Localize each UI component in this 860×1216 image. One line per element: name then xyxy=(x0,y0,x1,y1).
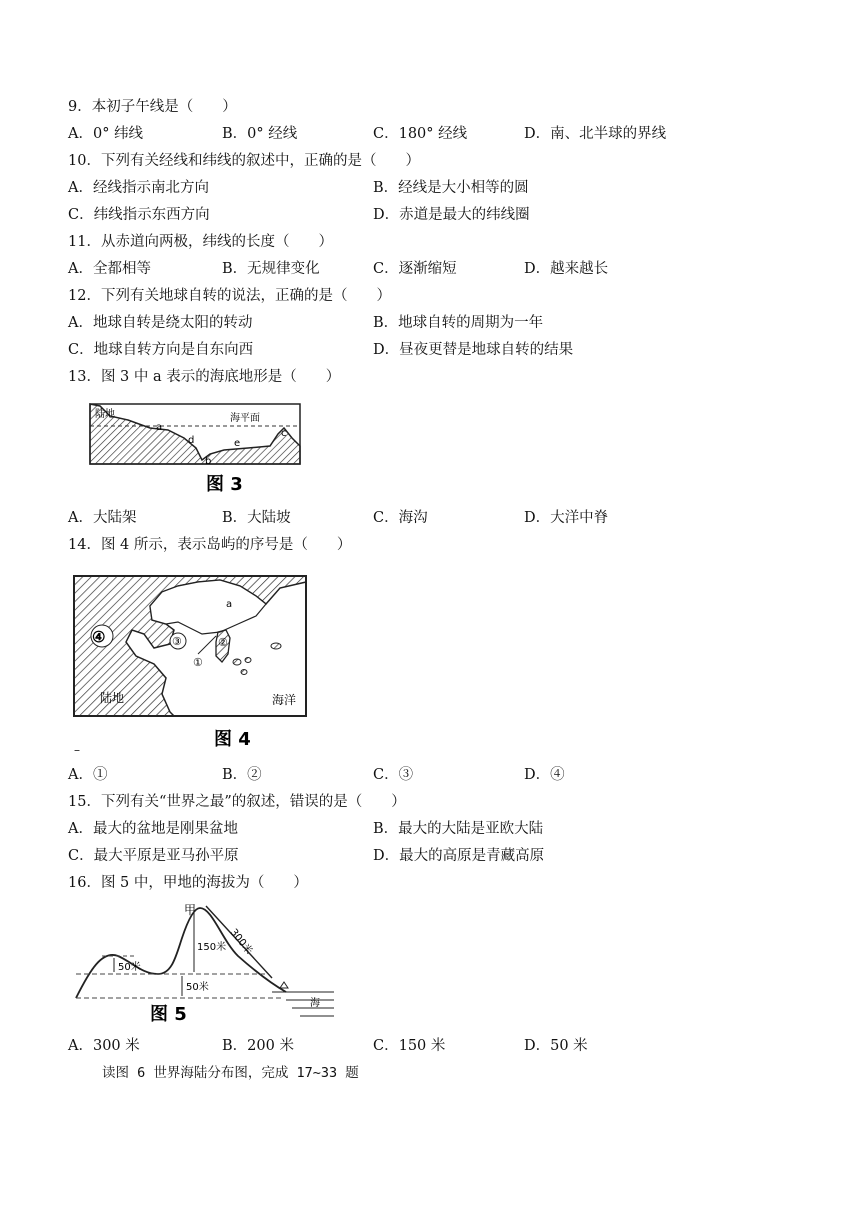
fig4-caption: 图 4 xyxy=(214,729,251,750)
fig3-label-e: e xyxy=(234,438,241,449)
q11-option-b: B．无规律变化 xyxy=(222,261,320,277)
fig4-mark-3: ③ xyxy=(172,635,182,648)
q14-option-c: C．③ xyxy=(373,767,414,783)
q14-option-a: A．① xyxy=(68,767,108,783)
reading-instruction: 读图 6 世界海陆分布图，完成 17~33 题 xyxy=(102,1065,359,1081)
fig4-ocean-label: 海洋 xyxy=(272,693,297,707)
question-16-stem: 16．图 5 中，甲地的海拔为（ ） xyxy=(68,875,308,891)
question-12-stem: 12．下列有关地球自转的说法，正确的是（ ） xyxy=(68,288,391,304)
q9-option-c: C．180° 经线 xyxy=(373,126,468,142)
fig5-height-150: 150米 xyxy=(197,942,227,953)
q10-option-c: C．纬线指示东西方向 xyxy=(68,207,210,223)
fig3-label-d: d xyxy=(188,435,195,446)
figure-4-island-map xyxy=(70,572,320,752)
q13-option-c: C．海沟 xyxy=(373,510,428,526)
q12-option-a: A．地球自转是绕太阳的转动 xyxy=(68,315,253,331)
q15-option-b: B．最大的大陆是亚欧大陆 xyxy=(373,821,544,837)
fig5-sea-label: 海 xyxy=(310,998,320,1009)
q12-option-d: D．昼夜更替是地球自转的结果 xyxy=(373,342,574,358)
fig4-mark-2: ② xyxy=(218,636,228,649)
q13-option-a: A．大陆架 xyxy=(68,510,137,526)
q10-option-a: A．经线指示南北方向 xyxy=(68,180,209,196)
fig5-slope-length: 300米 xyxy=(227,927,255,957)
fig4-mark-a: a xyxy=(226,599,233,610)
q16-option-b: B．200 米 xyxy=(222,1038,294,1054)
question-9-stem: 9．本初子午线是（ ） xyxy=(68,99,237,115)
q10-option-b: B．经线是大小相等的圆 xyxy=(373,180,529,196)
fig3-sea-level-label: 海平面 xyxy=(230,413,260,424)
fig5-peak-label: 甲 xyxy=(184,903,197,917)
q9-option-d: D．南、北半球的界线 xyxy=(524,126,667,142)
fig5-height-50-left: 50米 xyxy=(118,962,141,973)
q15-option-a: A．最大的盆地是刚果盆地 xyxy=(68,821,238,837)
q13-option-b: B．大陆坡 xyxy=(222,510,291,526)
q14-option-b: B．② xyxy=(222,767,262,783)
question-11-stem: 11．从赤道向两极，纬线的长度（ ） xyxy=(68,234,333,250)
fig4-mark-1: ① xyxy=(193,656,203,669)
question-13-stem: 13．图 3 中 a 表示的海底地形是（ ） xyxy=(68,369,341,385)
question-10-stem: 10．下列有关经线和纬线的叙述中，正确的是（ ） xyxy=(68,153,420,169)
q11-option-c: C．逐渐缩短 xyxy=(373,261,457,277)
q14-option-d: D．④ xyxy=(524,767,565,783)
q16-option-c: C．150 米 xyxy=(373,1038,446,1054)
q10-option-d: D．赤道是最大的纬线圈 xyxy=(373,207,530,223)
q9-option-b: B．0° 经线 xyxy=(222,126,298,142)
fig3-label-a: a xyxy=(156,422,163,433)
q9-option-a: A．0° 纬线 xyxy=(68,126,144,142)
question-14-stem: 14．图 4 所示，表示岛屿的序号是（ ） xyxy=(68,537,352,553)
fig3-caption: 图 3 xyxy=(206,474,243,495)
fig3-land-label: 陆地 xyxy=(95,409,115,420)
q12-option-c: C．地球自转方向是自东向西 xyxy=(68,342,254,358)
q12-option-b: B．地球自转的周期为一年 xyxy=(373,315,544,331)
fig3-label-c: c xyxy=(281,428,287,439)
fig3-label-b: b xyxy=(205,456,212,467)
fig5-height-50-bottom: 50米 xyxy=(186,982,209,993)
q13-option-d: D．大洋中脊 xyxy=(524,510,609,526)
figure-5-elevation-profile xyxy=(72,900,342,1030)
q16-option-a: A．300 米 xyxy=(68,1038,140,1054)
q15-option-c: C．最大平原是亚马孙平原 xyxy=(68,848,239,864)
stray-dash: – xyxy=(74,743,80,757)
question-15-stem: 15．下列有关“世界之最”的叙述，错误的是（ ） xyxy=(68,794,406,810)
q15-option-d: D．最大的高原是青藏高原 xyxy=(373,848,545,864)
fig4-land-label: 陆地 xyxy=(100,691,125,705)
fig4-mark-4: ④ xyxy=(92,628,106,646)
q11-option-d: D．越来越长 xyxy=(524,261,609,277)
figure-3-seafloor-profile xyxy=(88,400,308,495)
q16-option-d: D．50 米 xyxy=(524,1038,588,1054)
fig5-caption: 图 5 xyxy=(150,1004,187,1025)
q11-option-a: A．全都相等 xyxy=(68,261,151,277)
